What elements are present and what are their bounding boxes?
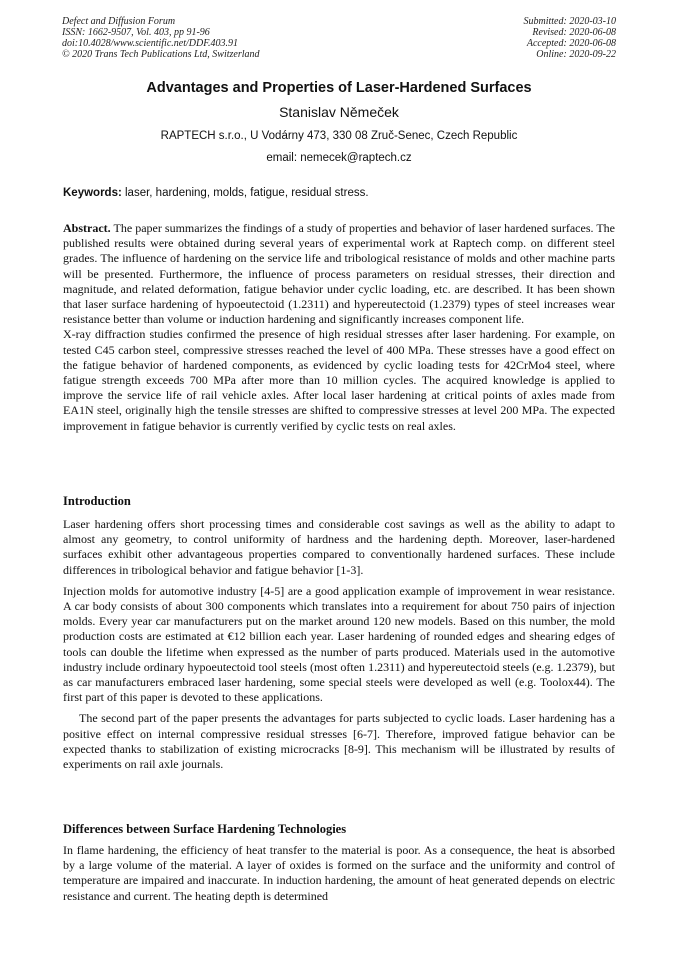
date-online: Online: 2020-09-22	[536, 49, 616, 60]
differences-paragraph-1: In flame hardening, the efficiency of heat transfer to the material is poor. As a consequence, the heat is absorbed by a large volume of the material. A layer of oxides is formed on the surface and the uniformity and control of temperature are impaired and inaccurate. In induction hardening, the amount of heat generated depends on electric resistance and current. The heating depth is determined	[63, 843, 615, 903]
keywords	[63, 187, 615, 199]
introduction-heading: Introduction	[63, 494, 131, 508]
differences-section	[63, 843, 615, 904]
keywords-label: Keywords:	[63, 187, 122, 199]
journal-copyright: © 2020 Trans Tech Publications Ltd, Switzerland	[62, 49, 260, 60]
differences-heading: Differences between Surface Hardening Technologies	[63, 822, 347, 836]
date-accepted: Accepted: 2020-06-08	[526, 38, 616, 49]
paper-title: Advantages and Properties of Laser-Hardened Surfaces	[146, 80, 532, 96]
abstract-paragraph-2: X-ray diffraction studies confirmed the presence of high residual stresses after laser hardening. For example, on tested C45 carbon steel, compressive stresses reached the level of 400 MPa. These stresses have a good effect on the fatigue behavior of hardened components, as evidenced by cyclic loading tests for 42CrMo4 steel, where fatigue strength exceeds 700 MPa after more than 10 million cycles. The acquired knowledge is applied to improve the service life of rail vehicle axles. After local laser hardening at critical points of axles made from EA1N steel, originally high the tensile stresses are shifted to compressive stresses at level 200 MPa. The expected improvement in fatigue behavior is currently verified by cyclic tests on real axles.	[63, 327, 615, 433]
journal-info	[62, 16, 260, 60]
introduction-section	[63, 517, 615, 778]
journal-issn: ISSN: 1662-9507, Vol. 403, pp 91-96	[62, 27, 210, 38]
date-submitted: Submitted: 2020-03-10	[523, 16, 616, 27]
introduction-paragraph-3: The second part of the paper presents the advantages for parts subjected to cyclic loads. Laser hardening has a positive effect on internal compressive residual stresses [6-7]. Therefore, improved fatigue behavior can be expected thanks to stabilization of existing microcracks [8-9]. This mechanism will be illustrated by results of experiments on rail axle journals.	[63, 711, 615, 772]
submission-dates	[524, 16, 617, 60]
journal-name: Defect and Diffusion Forum	[62, 16, 176, 27]
date-revised: Revised: 2020-06-08	[532, 27, 616, 38]
journal-doi: doi:10.4028/www.scientific.net/DDF.403.91	[62, 38, 239, 49]
keywords-text: laser, hardening, molds, fatigue, residual stress.	[121, 187, 369, 199]
introduction-paragraph-2: Injection molds for automotive industry [4-5] are a good application example of improvement in wear resistance. A car body consists of about 300 components which translates into a requirement for about 750 pairs of injection molds. Every year car manufacturers put on the market around 120 new models. Based on this number, the mold production costs are estimated at €12 billion each year. Laser hardening of rounded edges and shearing edges of tools can double the lifetime when expressed as the number of parts produced. Materials used in the automotive industry include ordinary hypoeutectoid tool steels (most often 1.2311) and hypereutectoid steels (e.g. 1.2379), but as car manufacturers embraced laser hardening, some special steels were developed as well (e.g. Toolox44). The first part of this paper is devoted to these applications.	[63, 583, 615, 705]
abstract-text-1: The paper summarizes the findings of a study of properties and behavior of laser hardened surfaces. The published results were obtained during several years of experimental work at Raptech comp. on different steel grades. The influence of hardening on the service life and tribological resistance of molds and other machine parts will be presented. Furthermore, the influence of process parameters on residual stresses, their direction and magnitude, and related deformation, fatigue behavior under cyclic loading, etc. are described. It has been shown that laser surface hardening of hypoeutectoid (1.2311) and hypereutectoid (1.2379) types of steel increases wear resistance better than volume or induction hardening and significantly increases component life.	[63, 221, 615, 327]
introduction-paragraph-1: Laser hardening offers short processing times and considerable cost savings as well as the ability to adapt to almost any geometry, to control uniformity of hardness and the hardening depth. Moreover, laser-hardened surfaces exhibit other advantageous properties compared to conventionally hardened surfaces. These include differences in tribological behavior and fatigue behavior [1-3].	[63, 517, 615, 577]
author-affiliation: RAPTECH s.r.o., U Vodárny 473, 330 08 Zruč-Senec, Czech Republic	[160, 130, 518, 142]
abstract-section	[63, 221, 615, 434]
author-name: Stanislav Němeček	[279, 104, 399, 120]
abstract-label: Abstract.	[63, 221, 111, 235]
author-email: email: nemecek@raptech.cz	[266, 152, 412, 164]
abstract-paragraph-1	[63, 221, 615, 327]
